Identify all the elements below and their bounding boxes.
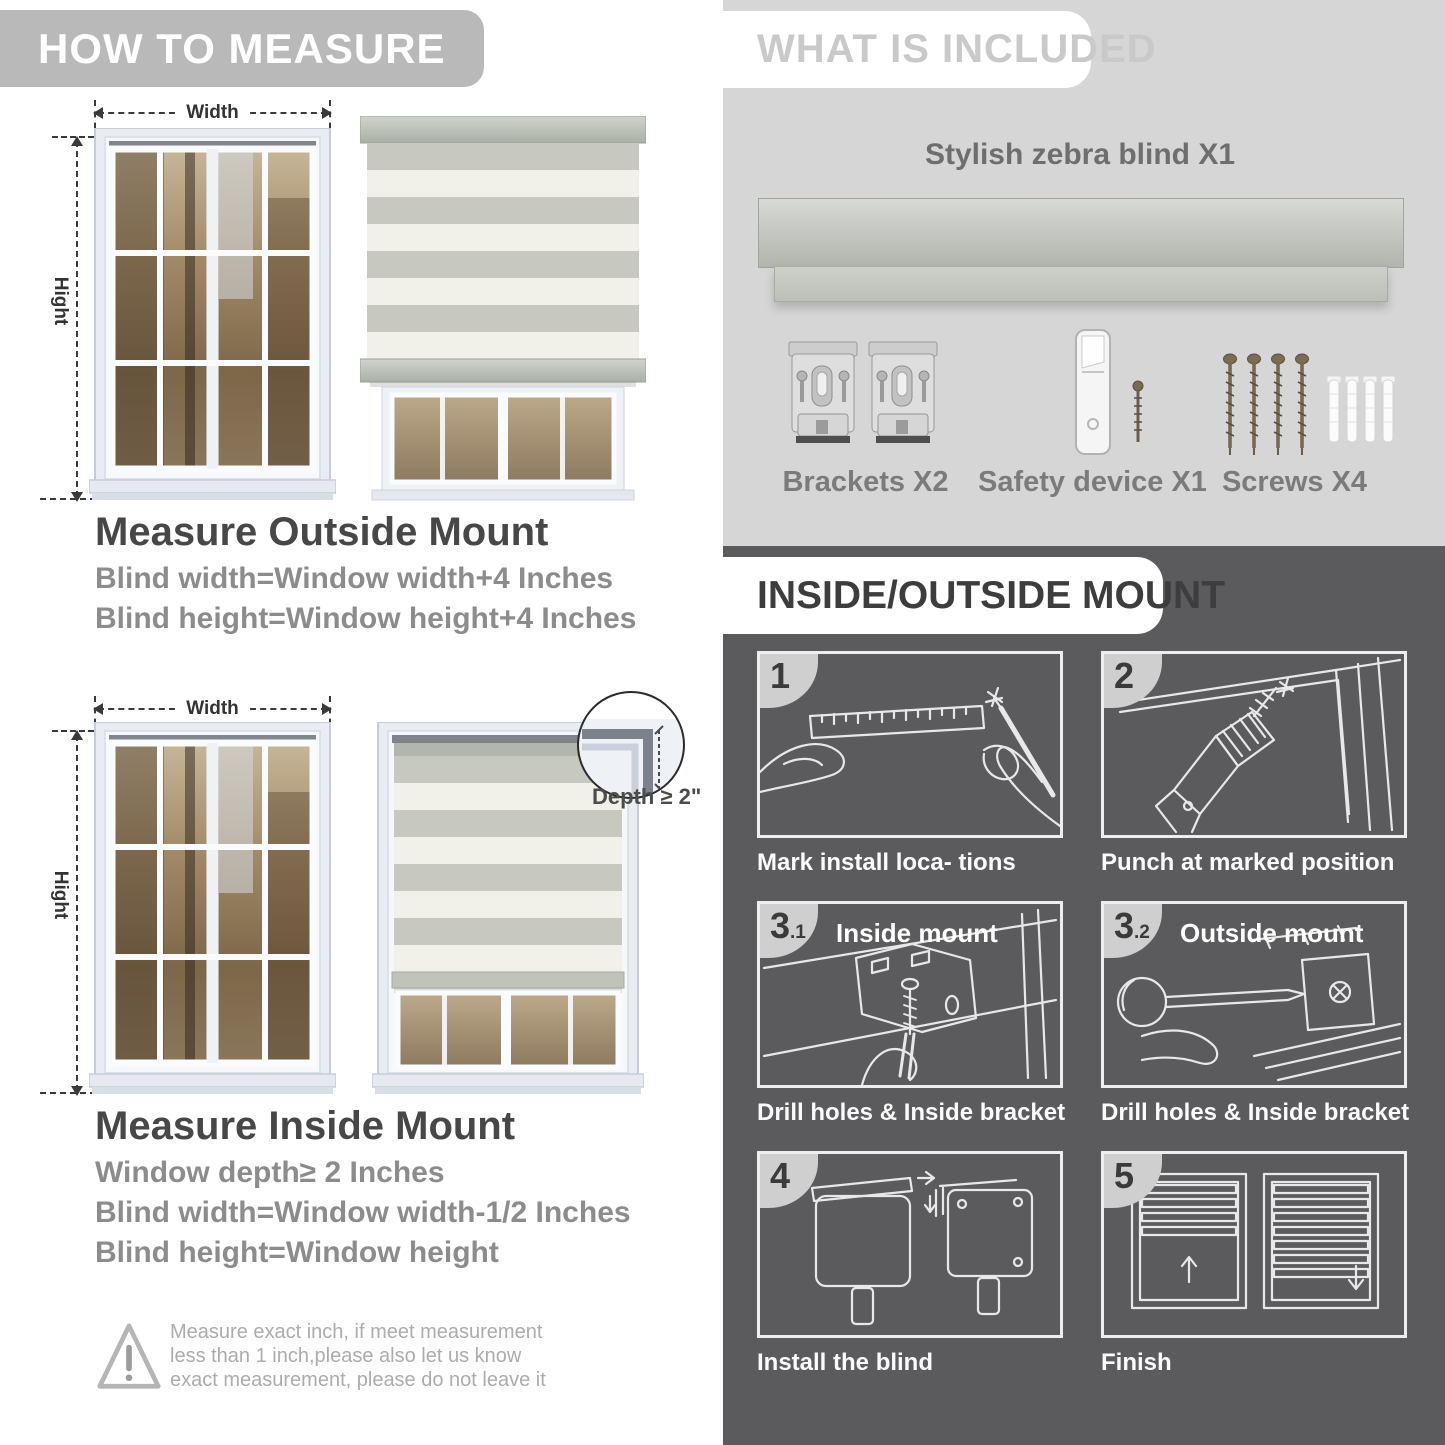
step-4-badge: 4: [760, 1154, 818, 1208]
blind-stripes: [367, 143, 639, 359]
inside-mount-line2: Blind width=Window width-1/2 Inches: [95, 1196, 631, 1229]
blind-item-label: Stylish zebra blind X1: [924, 138, 1236, 171]
width-label: Width: [177, 698, 248, 720]
outside-mount-line2: Blind height=Window height+4 Inches: [95, 602, 637, 635]
step-5-caption: Finish: [1101, 1349, 1172, 1376]
what-is-included-header: [705, 11, 1157, 88]
step-3-2-title: Outside mount: [1180, 918, 1364, 948]
zebra-blind-outside-mount: [360, 116, 646, 502]
step-3-1-frame: [757, 901, 1063, 1088]
measure-warning-text: Measure exact inch, if meet measurement less than 1 inch,please also let us know exact measurement, please do not leave it: [170, 1321, 546, 1391]
guide-line: [52, 136, 94, 138]
window-photo-inside: [89, 722, 336, 1096]
step-5-badge: 5: [1104, 1154, 1162, 1208]
screws-label: Screws X4: [1221, 466, 1368, 498]
mount-title: INSIDE/OUTSIDE MOUNT: [757, 574, 1226, 617]
what-is-included-title: WHAT IS INCLUDED: [757, 27, 1157, 71]
how-to-measure-header: [0, 10, 484, 87]
width-arrow: [95, 698, 330, 720]
safety-device-image: [1042, 328, 1172, 468]
inside-mount-line1: Window depth≥ 2 Inches: [95, 1156, 445, 1189]
step-3-2-frame: [1101, 901, 1407, 1088]
brackets-image: [788, 336, 938, 458]
outside-mount-line1: Blind width=Window width+4 Inches: [95, 562, 614, 595]
guide-line: [52, 730, 94, 732]
hight-label: Hight: [50, 276, 71, 326]
step-3-1-caption: Drill holes & Inside bracket: [757, 1099, 1066, 1126]
step-3-2-badge: 3.2: [1104, 904, 1162, 958]
step-1-caption: Mark install loca- tions: [757, 849, 1016, 876]
brackets-label: Brackets X2: [782, 466, 949, 498]
depth-label: Depth ≥ 2": [592, 784, 702, 809]
inside-mount-title: Measure Inside Mount: [95, 1104, 516, 1148]
inside-mount-line3: Blind height=Window height: [95, 1236, 499, 1269]
step-2-caption: Punch at marked position: [1101, 849, 1395, 876]
step-4-caption: Install the blind: [757, 1349, 934, 1376]
guide-line: [40, 498, 96, 500]
mount-header: [705, 557, 1226, 634]
step-3-1-title: Inside mount: [836, 918, 998, 948]
step-2-badge: 2: [1104, 654, 1162, 708]
guide-line: [40, 1092, 96, 1094]
width-label: Width: [177, 102, 248, 124]
how-to-measure-title: HOW TO MEASURE: [38, 25, 446, 72]
hight-label: Hight: [50, 870, 71, 920]
step-2-frame: [1101, 651, 1407, 838]
step-1-badge: 1: [760, 654, 818, 708]
step-5-frame: [1101, 1151, 1407, 1338]
screws-image: [1222, 352, 1400, 462]
width-arrow: [95, 102, 330, 124]
blind-headrail-lower-bar: [774, 266, 1388, 302]
blind-headrail-image: [758, 198, 1404, 268]
step-3-1-badge: 3.1: [760, 904, 818, 958]
safety-device-label: Safety device X1: [978, 466, 1207, 498]
step-4-frame: [757, 1151, 1063, 1338]
window-photo-outside: [89, 128, 336, 502]
step-3-2-caption: Drill holes & Inside bracket: [1101, 1099, 1410, 1126]
step-1-frame: [757, 651, 1063, 838]
outside-mount-title: Measure Outside Mount: [95, 510, 549, 554]
warning-icon: [96, 1318, 162, 1396]
